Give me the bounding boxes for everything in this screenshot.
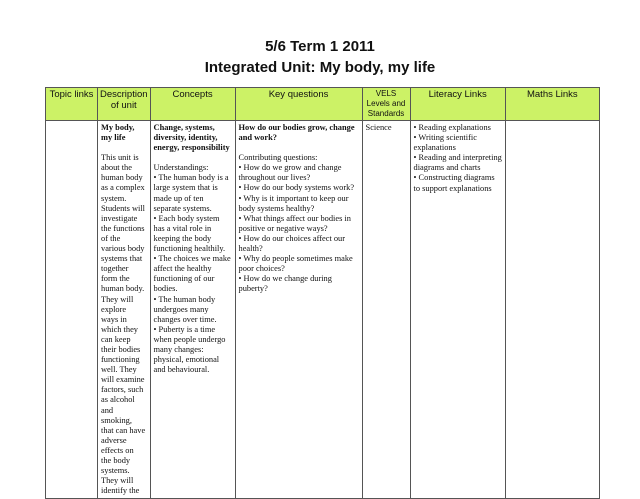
lines-line: • The human body is a [153,173,229,183]
heading-line: How do our bodies grow, change [238,123,355,132]
lines-line: the functions [101,223,145,233]
lines-line: well. They [101,365,137,375]
lines-line: • How do we grow and change [238,163,342,173]
lines-line: poor choices? [238,264,285,274]
literacy-links-cell [410,121,505,499]
lines-line: Understandings: [153,163,209,173]
lines-line: diagrams and charts [413,163,481,173]
concepts-cell [150,121,235,499]
lines-line: • How do we change during [238,274,332,284]
lines-line: physical, emotional [153,355,220,365]
lines-line: functioning healthily. [153,244,226,254]
lines-line: about the [101,163,132,173]
lines-line: which they [101,324,138,334]
lines-line: puberty? [238,284,268,294]
lines-line: form the [101,274,130,284]
lines-line: changes over time. [153,314,217,324]
lines-line: functioning [101,355,140,365]
spacer [101,143,147,153]
lines-line: health? [238,244,263,254]
page-subtitle: Integrated Unit: My body, my life [204,59,436,76]
lines-line: explanations [413,143,456,153]
lines-line: the body [101,456,131,465]
lines-line: investigate [101,213,138,223]
lines-line: positive or negative ways? [238,223,328,233]
heading-line: and work? [238,133,277,143]
heading-line: energy, responsibility [153,143,230,153]
spacer [239,143,359,153]
lines-line: functioning of our [153,274,215,284]
page-title: 5/6 Term 1 2011 [265,38,375,55]
lines-line: factors, such [101,385,144,395]
lines-line: Contributing questions: [238,153,318,163]
lines-line: when people undergo [153,334,226,344]
lines-line: affect the healthy [153,264,212,274]
lines-line: smoking, [101,415,132,425]
spacer [154,153,232,163]
lines-line: of the [101,233,121,243]
lines-line: ways in [101,314,127,324]
lines-line: • How do our choices affect our [238,233,346,243]
topic-links-cell [46,121,98,499]
header-concepts: Concepts [150,88,235,121]
lines-line: keeping the body [153,233,212,243]
lines-line: systems that [101,254,143,264]
lines-line: • Reading explanations [413,123,491,132]
heading-line: Change, systems, [153,123,215,132]
lines-line: together [101,264,129,274]
lines-line: • Constructing diagrams [413,173,495,183]
table-row [46,121,600,499]
lines-line: human body. [101,284,145,294]
lines-line: many changes: [153,344,204,354]
lines-line: made up of ten [153,193,204,203]
lines-line: can keep [101,334,131,344]
header-maths-links: Maths Links [505,88,599,121]
lines-line: as a complex [101,183,145,193]
lines-line: systems. [101,466,130,476]
lines-line: • The human body [153,294,216,304]
lines-line: various body [101,244,145,254]
lines-line: undergoes many [153,304,209,314]
heading-line: My body, [101,123,135,132]
lines-line: identify the [101,486,140,496]
lines-line: bodies. [153,284,178,294]
lines-line: Students will [101,203,145,213]
heading-line: my life [101,133,126,143]
lines-line: that can have [101,425,146,435]
header-literacy-links: Literacy Links [410,88,505,121]
lines-line: large system that is [153,183,218,193]
lines-line: throughout our lives? [238,173,311,183]
lines-line: • How do our body systems work? [238,183,355,193]
lines-line: • Writing scientific [413,133,477,143]
lines-line: This unit is [101,153,139,163]
lines-line: effects on [101,445,134,455]
vels-cell [362,121,410,499]
lines-line: to support explanations [413,183,492,193]
key-questions-cell [235,121,362,499]
lines-line: human body [101,173,143,183]
lines-line: and [101,405,114,415]
header-description: Description of unit [98,88,151,121]
header-key-questions: Key questions [235,88,362,121]
lines-line: and behavioural. [153,365,210,375]
lines-line: They will [101,476,134,486]
maths-links-cell [505,121,599,499]
lines-line: their bodies [101,344,141,354]
lines-line: • The choices we make [153,254,231,264]
lines-line: Science [365,123,392,132]
lines-line: separate systems. [153,203,212,213]
header-row [46,88,600,121]
unit-table [45,87,600,499]
lines-line: • Reading and interpreting [413,153,502,163]
lines-line: • Each body system [153,213,220,223]
header-vels: VELS Levels and Standards [362,88,410,121]
lines-line: body systems healthy? [238,203,315,213]
lines-line: has a vital role in [153,223,212,233]
lines-line: adverse [101,435,127,445]
lines-line: • Puberty is a time [153,324,216,334]
lines-line: will examine [101,375,145,385]
header-topic-links: Topic links [46,88,98,121]
lines-line: • Why do people sometimes make [238,254,353,264]
lines-line: as alcohol [101,395,135,405]
lines-line: They will [101,294,134,304]
heading-line: diversity, identity, [153,133,218,143]
lines-line: • What things affect our bodies in [238,213,351,223]
lines-line: system. [101,193,127,203]
lines-line: • Why is it important to keep our [238,193,349,203]
description-cell [98,121,151,499]
lines-line: explore [101,304,127,314]
